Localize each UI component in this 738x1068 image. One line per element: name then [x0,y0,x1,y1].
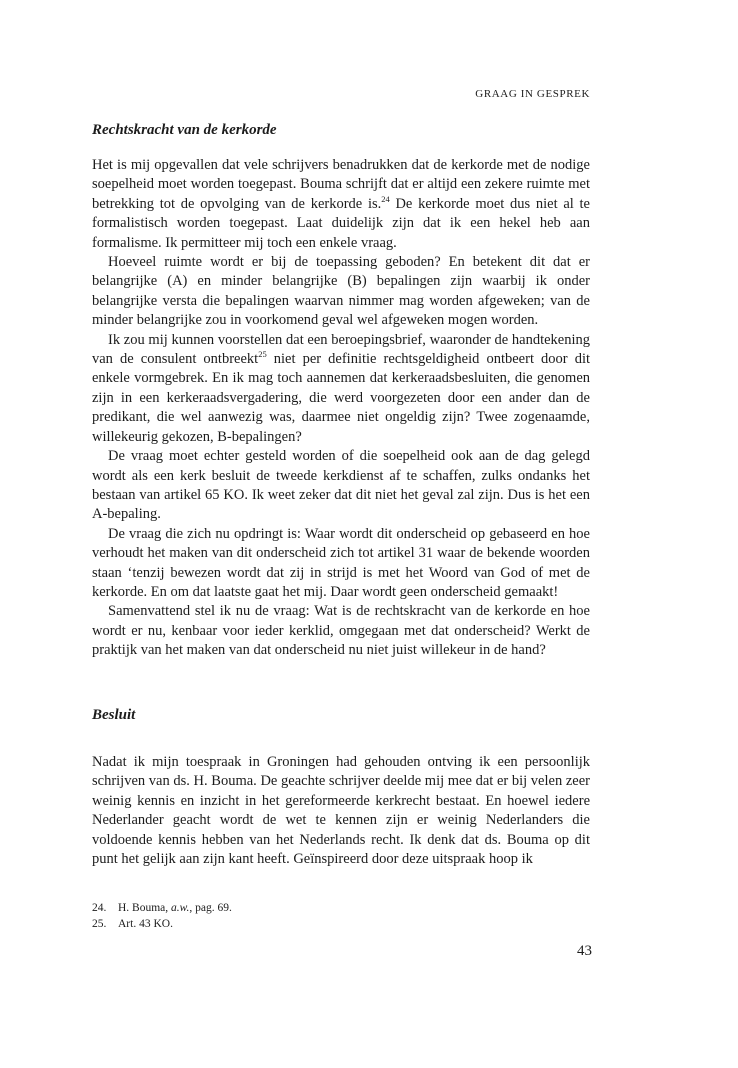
footnotes [92,900,232,932]
page-number: 43 [577,943,592,959]
section-heading-rechtskracht: Rechtskracht van de kerkorde [92,122,277,138]
footnote-text: Art. 43 KO. [118,918,173,930]
running-header: GRAAG IN GESPREK [475,88,590,100]
section-body-besluit [92,753,590,869]
section-body-rechtskracht [92,156,590,661]
paragraph-1 [92,156,590,253]
paragraph-5: De vraag die zich nu opdringt is: Waar wordt dit onderscheid op gebaseerd en hoe verhoudt het maken van dit onderscheid zich tot artikel 31 waar de bekende woorden staan ‘tenzij bewezen wordt dat zij in strijd is met het Woord van God of met de kerkorde. En om dat laatste gaat het mij. Daar wordt geen onderscheid gemaakt! [92,525,590,600]
footnote-number: 25. [92,918,107,930]
paragraph-3-text-a: Ik zou mij kunnen voorstellen dat een beroepingsbrief, waaronder de handtekening van de consulent ontbreekt [92,331,590,368]
footnote-italic-text: a.w. [171,902,190,914]
footnote-text: , pag. 69. [189,902,232,914]
paragraph-1-text-b: De kerkorde moet dus niet al te formalistisch worden toegepast. Laat duidelijk zijn dat ik een hekel heb aan formalisme. Ik permitteer mij toch een enkele vraag. [92,195,590,251]
footnote-ref-24: 24 [381,193,390,204]
footnote-25 [92,916,232,932]
footnote-ref-25: 25 [258,349,267,360]
paragraph-besluit: Nadat ik mijn toespraak in Groningen had gehouden ontving ik een persoonlijk schrijven van ds. H. Bouma. De geachte schrijver deelde mij mee dat er bij velen zeer weinig kennis en inzicht in het gereformeerde kerkrecht bestaat. En hoewel iedere Nederlander geacht wordt de wet te kennen zijn er weinig Nederlanders die voldoende kennis hebben van het Nederlands recht. Ik denk dat ds. Bouma op dit punt het gelijk aan zijn kant heeft. Geïnspireerd door deze uitspraak hoop ik [92,754,590,868]
paragraph-1-text-a: Het is mij opgevallen dat vele schrijvers benadrukken dat de kerkorde met de nodige soepelheid moet worden toegepast. Bouma schrijft dat er altijd een zekere ruimte met betrekking tot de opvolging van de kerkorde is. [92,157,590,212]
paragraph-6: Samenvattend stel ik nu de vraag: Wat is de rechtskracht van de kerkorde en hoe wordt er nu, kenbaar voor ieder kerklid, omgegaan met dat onderscheid? Werkt de praktijk van het maken van dat onderscheid nu niet juist willekeur in de hand? [92,603,590,659]
footnote-24 [92,900,232,916]
paragraph-3 [92,331,590,447]
paragraph-3-text-b: niet per definitie rechtsgeldigheid ontbeert door dit enkele vormgebrek. En ik mag toch aannemen dat kerkeraadsbesluiten, die genomen zijn in een kerkeraadsvergadering, die werd voorgezeten door een ander dan de predikant, die wel aanwezig was, daarmee niet ongeldig zijn? Twee zogenaamde, willekeurig gekozen, B-bepalingen? [92,351,591,445]
footnote-text: H. Bouma, [118,902,172,914]
paragraph-4: De vraag moet echter gesteld worden of die soepelheid ook aan de dag gelegd wordt als een kerk besluit de tweede kerkdienst af te schaffen, zulks ondanks het bestaan van artikel 65 KO. Ik weet zeker dat dit niet het geval zal zijn. Dus is het een A-bepaling. [92,448,590,523]
footnote-number: 24. [92,902,107,914]
paragraph-2: Hoeveel ruimte wordt er bij de toepassing geboden? En betekent dit dat er belangrijke (A) en minder belangrijke (B) bepalingen zijn waarbij ik onder belangrijke versta die bepalingen waarvan nimmer mag worden afgeweken; van de minder belangrijke zou in voorkomend geval wel afgeweken mogen worden. [92,254,590,329]
section-heading-besluit: Besluit [92,707,136,723]
